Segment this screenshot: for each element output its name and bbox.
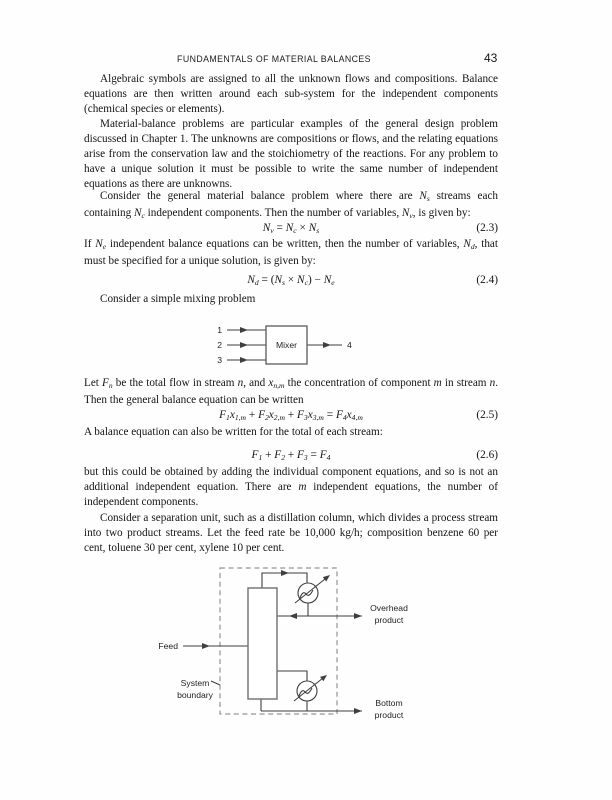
equation-2-5 [84, 408, 498, 425]
bottom-product-label-line2: product [374, 710, 404, 720]
mixer-stream-1-label: 1 [217, 325, 222, 335]
distillation-column-vessel [248, 588, 277, 699]
mixer-stream-3-label: 3 [217, 355, 222, 365]
system-boundary-dashed-box [220, 568, 337, 714]
feed-label: Feed [158, 641, 178, 651]
equation-2-5-body: F1x1,m + F2x2,m + F3x3,m = F4x4,m [219, 409, 363, 423]
equation-2-6-body: F1 + F2 + F3 = F4 [251, 449, 331, 463]
paragraph-total-flow-definition: Let Fn be the total flow in stream n, and xn,m the concentration of component m in stream n. Then the general balance equation can be written [84, 377, 499, 407]
equation-2-3-body: Nv = Nc × Ns [262, 222, 320, 236]
equation-2-6-number: (2.6) [476, 449, 498, 461]
bottom-product-label-line1: Bottom [375, 698, 403, 708]
paragraph-general-balance-problem: Consider the general material balance problem where there are Ns streams each containing Nc independent components. Then the number of variables, Nv, is given by: [84, 190, 499, 221]
equation-2-4-body: Nd = (Ns × Nc) − Ne [247, 274, 335, 288]
paragraph-algebraic-symbols: Algebraic symbols are assigned to all the unknown flows and compositions. Balance equations are then written around each sub-system for the independent components (chemical species or elements). [84, 73, 498, 115]
paragraph-independent-balance-equations: If Ne independent balance equations can be written, then the number of variables, Nd, that must be specified for a unique solution, is given by: [84, 238, 498, 268]
equation-2-4 [84, 273, 498, 290]
mixer-stream-2-label: 2 [217, 340, 222, 350]
system-boundary-label-line2: boundary [177, 690, 213, 700]
distillation-arrowheads [202, 570, 362, 714]
mixer-figure [84, 316, 498, 370]
equation-2-3 [84, 221, 498, 238]
paragraph-total-balance-intro: A balance equation can also be written for the total of each stream: [84, 426, 383, 438]
paragraph-material-balance-problems: Material-balance problems are particular examples of the general design problem discussed in Chapter 1. The unknowns are compositions or flows, and the relating equations arise from the conservation law and the stoichiometry of the reactions. For any problem to have a unique solution it must be possible to write the same number of independent equations as there are unknowns. [84, 118, 498, 190]
system-boundary-label-line1: System [180, 678, 210, 688]
condenser-icon [295, 575, 330, 603]
equation-2-5-number: (2.5) [476, 409, 498, 421]
mixer-stream-4-label: 4 [347, 340, 352, 350]
paragraph-not-independent: but this could be obtained by adding the individual component equations, and so is not an additional independent equation. There are m independent equations, the number of independent components. [84, 466, 498, 508]
running-header [84, 54, 464, 64]
overhead-product-label-line1: Overhead [370, 603, 408, 613]
equation-2-6 [84, 448, 498, 465]
paragraph-simple-mixing-problem: Consider a simple mixing problem [100, 293, 256, 305]
equation-2-4-number: (2.4) [476, 274, 498, 286]
page-number: 43 [484, 51, 498, 65]
distillation-figure [84, 556, 498, 728]
paragraph-separation-unit: Consider a separation unit, such as a distillation column, which divides a process stream into two product streams. Let the feed rate be 10,000 kg/h; composition benzene 60 per cent, toluene 30 per cent, xylene 10 per cent. [84, 512, 498, 554]
mixer-unit-label: Mixer [275, 340, 298, 350]
overhead-product-label-line2: product [374, 615, 404, 625]
running-header-title: FUNDAMENTALS OF MATERIAL BALANCES [177, 54, 371, 64]
equation-2-3-number: (2.3) [476, 222, 498, 234]
reboiler-icon [294, 675, 327, 701]
